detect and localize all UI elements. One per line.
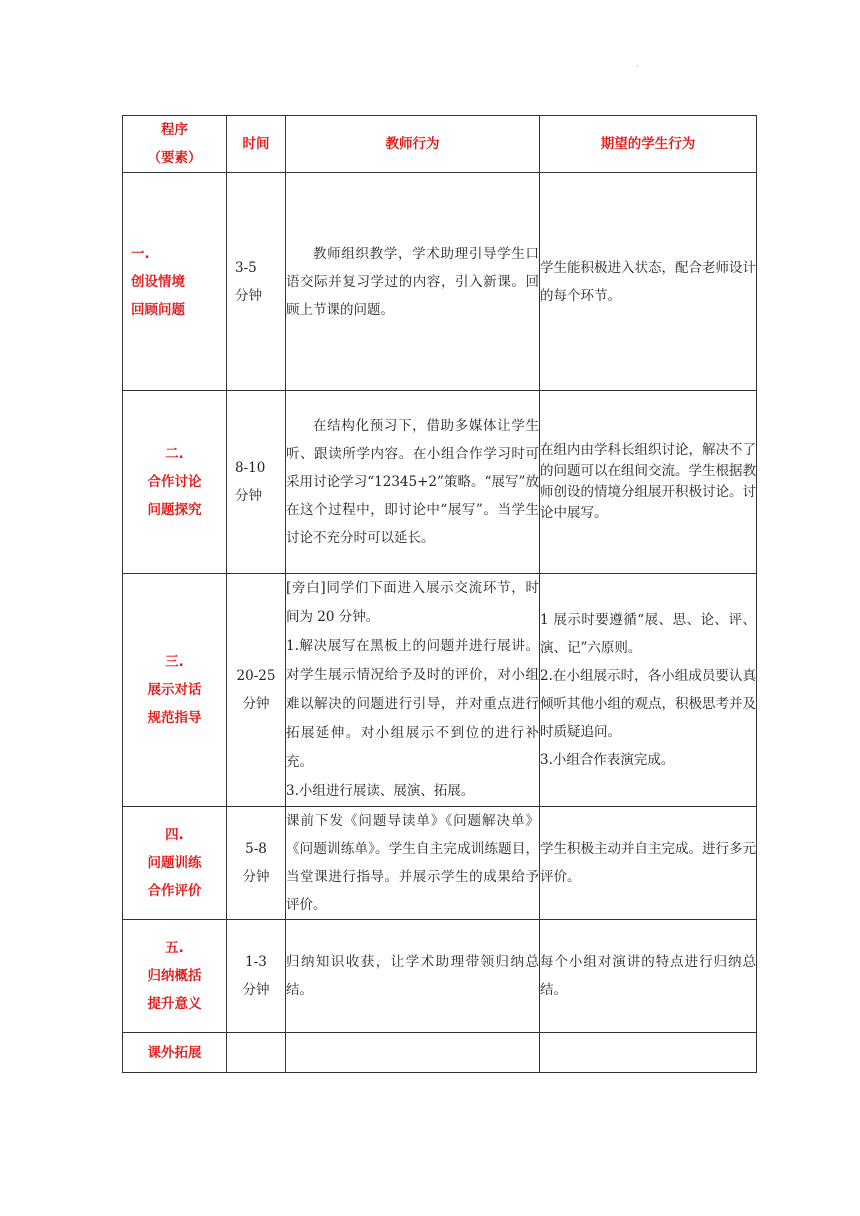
table-row xyxy=(123,391,757,574)
table-row xyxy=(123,807,757,920)
student-cell xyxy=(540,1033,757,1073)
step-cell: 一. 创设情境 回顾问题 xyxy=(123,173,227,391)
time-cell: 20-25 分钟 xyxy=(227,574,286,807)
lesson-plan-table xyxy=(122,115,757,1073)
time-cell xyxy=(227,1033,286,1073)
step-cell: 四. 问题训练 合作评价 xyxy=(123,807,227,920)
teacher-cell: [旁白]同学们下面进入展示交流环节，时间为 20 分钟。 1.解决展写在黑板上的问题并进行展讲。对学生展示情况给予及时的评价，对小组难以解决的问题进行引导，并对重点进行拓展延伸。对小组展示不到位的进行补充。 3.小组进行展读、展演、拓展。 xyxy=(286,574,540,807)
step-cell: 二. 合作讨论 问题探究 xyxy=(123,391,227,574)
student-cell: 1 展示时要遵循“展、思、论、评、演、记”六原则。 2.在小组展示时，各小组成员要认真倾听其他小组的观点，积极思考并及时质疑追问。 3.小组合作表演完成。 xyxy=(540,574,757,807)
teacher-cell: 课前下发《问题导读单》《问题解决单》《问题训练单》。学生自主完成训练题目，当堂课进行指导。并展示学生的成果给予评价。 xyxy=(286,807,540,920)
step-cell: 三. 展示对话 规范指导 xyxy=(123,574,227,807)
header-program: 程序 （要素） xyxy=(123,116,227,173)
teacher-cell: 归纳知识收获，让学术助理带领归纳总结。 xyxy=(286,920,540,1033)
student-cell: 学生积极主动并自主完成。进行多元评价。 xyxy=(540,807,757,920)
teacher-cell: 在结构化预习下，借助多媒体让学生听、跟读所学内容。在小组合作学习时可采用讨论学习“12345+2”策略。“展写”放在这个过程中，即讨论中“展写”。当学生讨论不充分时可以延长。 xyxy=(286,391,540,574)
table-row xyxy=(123,1033,757,1073)
header-time: 时间 xyxy=(227,116,286,173)
teacher-cell: 教师组织教学，学术助理引导学生口语交际并复习学过的内容，引入新课。回顾上节课的问题。 xyxy=(286,173,540,391)
header-teacher: 教师行为 xyxy=(286,116,540,173)
time-cell: 1-3 分钟 xyxy=(227,920,286,1033)
student-cell: 在组内由学科长组织讨论，解决不了的问题可以在组间交流。学生根据教师创设的情境分组展开积极讨论。讨论中展写。 xyxy=(540,391,757,574)
time-cell: 8-10 分钟 xyxy=(227,391,286,574)
table-row xyxy=(123,574,757,807)
time-cell: 3-5 分钟 xyxy=(227,173,286,391)
header-student: 期望的学生行为 xyxy=(540,116,757,173)
time-cell: 5-8 分钟 xyxy=(227,807,286,920)
page-dot-mark: · xyxy=(636,62,639,71)
step-cell: 课外拓展 xyxy=(123,1033,227,1073)
table-row xyxy=(123,920,757,1033)
header-row xyxy=(123,116,757,173)
student-cell: 学生能积极进入状态，配合老师设计的每个环节。 xyxy=(540,173,757,391)
step-cell: 五. 归纳概括 提升意义 xyxy=(123,920,227,1033)
student-cell: 每个小组对演讲的特点进行归纳总结。 xyxy=(540,920,757,1033)
teacher-cell xyxy=(286,1033,540,1073)
table-row xyxy=(123,173,757,391)
